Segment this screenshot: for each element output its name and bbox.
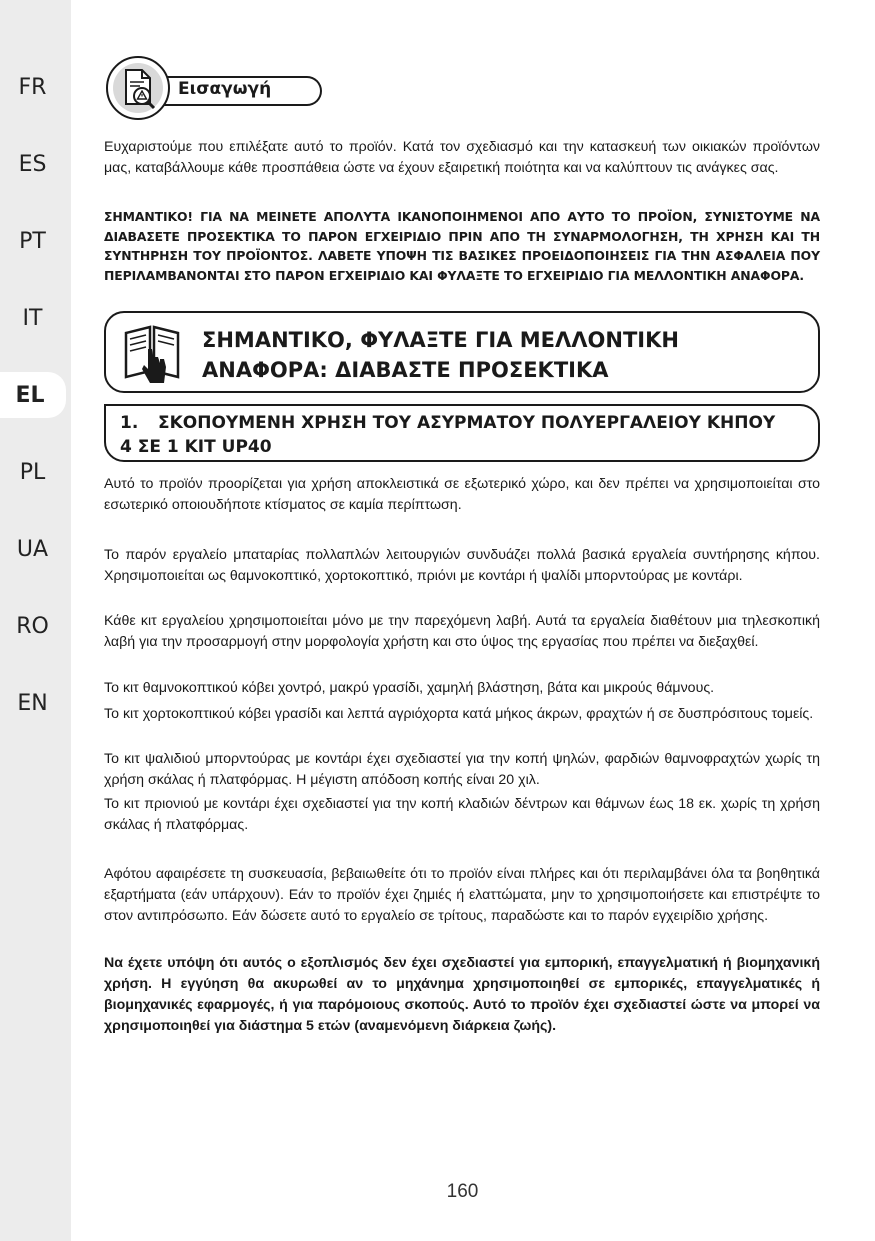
- read-carefully-notice-box: [104, 311, 820, 393]
- page-number: 160: [446, 1181, 479, 1202]
- lang-tab-pl[interactable]: PL: [19, 459, 46, 485]
- lang-tab-en[interactable]: EN: [17, 690, 48, 716]
- notice-text: [202, 325, 679, 385]
- section-1-title-line-1: ΣΚΟΠΟΥΜΕΝΗ ΧΡΗΣΗ ΤΟΥ ΑΣΥΡΜΑΤΟΥ ΠΟΛΥΕΡΓΑΛΕΙΟΥ ΚΗΠΟΥ: [158, 413, 776, 433]
- section-1-paragraph-2: Το παρόν εργαλείο μπαταρίας πολλαπλών λειτουργιών συνδυάζει πολλά βασικά εργαλεία συντήρησης κήπου. Χρησιμοποιείται ως θαμνοκοπτικό, χορτοκοπτικό, πριόνι με κοντάρι ή ψαλίδι μπορντούρας με κοντάρι.: [104, 547, 820, 584]
- important-notice-paragraph: ΣΗΜΑΝΤΙΚΟ! ΓΙΑ ΝΑ ΜΕΙΝΕΤΕ ΑΠΟΛΥΤΑ ΙΚΑΝΟΠΟΙΗΜΕΝΟΙ ΑΠΟ ΑΥΤΟ ΤΟ ΠΡΟΪΟΝ, ΣΥΝΙΣΤΟΥΜΕ ΝΑ ΔΙΑΒΑΣΕΤΕ ΠΡΟΣΕΚΤΙΚΑ ΤΟ ΠΑΡΟΝ ΕΓΧΕΙΡΙΔΙΟ ΠΡΙΝ ΑΠΟ ΤΗ ΣΥΝΑΡΜΟΛΟΓΗΣΗ, ΤΗ ΧΡΗΣΗ ΚΑΙ ΤΗ ΣΥΝΤΗΡΗΣΗ ΤΟΥ ΠΡΟΪΟΝΤΟΣ. ΛΑΒΕΤΕ ΥΠΟΨΗ ΤΙΣ ΒΑΣΙΚΕΣ ΠΡΟΕΙΔΟΠΟΙΗΣΕΙΣ ΓΙΑ ΤΗΝ ΑΣΦΑΛΕΙΑ ΠΟΥ ΠΕΡΙΛΑΜΒΑΝΟΝΤΑΙ ΣΤΟ ΠΑΡΟΝ ΕΓΧΕΙΡΙΔΙΟ ΚΑΙ ΦΥΛΑΞΤΕ ΤΟ ΕΓΧΕΙΡΙΔΙΟ ΓΙΑ ΜΕΛΛΟΝΤΙΚΗ ΑΝΑΦΟΡΑ.: [104, 209, 820, 283]
- lang-tab-ro[interactable]: RO: [16, 613, 49, 639]
- lang-tab-fr[interactable]: FR: [18, 74, 47, 100]
- section-1-paragraph-8: Αφότου αφαιρέσετε τη συσκευασία, βεβαιωθείτε ότι το προϊόν είναι πλήρες και ότι περιλαμβάνει όλα τα βοηθητικά εξαρτήματα (εάν υπάρχουν). Εάν το προϊόν έχει ζημιές ή ελαττώματα, μην το χρησιμοποιήσετε και επιστρέψτε το στον αντιπρόσωπο. Εάν δώσετε αυτό το εργαλείο σε τρίτους, παραδώστε και το παρόν εγχειρίδιο χρήσης.: [104, 866, 820, 924]
- section-1-paragraph-1: Αυτό το προϊόν προορίζεται για χρήση αποκλειστικά σε εξωτερικό χώρο, και δεν πρέπει να χρησιμοποιείται στο εσωτερικό οποιουδήποτε κτίσματος σε καμία περίπτωση.: [104, 476, 820, 513]
- notice-line-2: ΑΝΑΦΟΡΑ: ΔΙΑΒΑΣΤΕ ΠΡΟΣΕΚΤΙΚΑ: [202, 358, 609, 382]
- language-sidebar: [0, 0, 71, 1241]
- book-reading-hand-icon: [120, 319, 184, 387]
- lang-tab-it[interactable]: IT: [22, 305, 43, 331]
- notice-line-1: ΣΗΜΑΝΤΙΚΟ, ΦΥΛΑΞΤΕ ΓΙΑ ΜΕΛΛΟΝΤΙΚΗ: [202, 328, 679, 352]
- intro-paragraph: Ευχαριστούμε που επιλέξατε αυτό το προϊόν. Κατά τον σχεδιασμό και την κατασκευή των οικιακών προϊόντων μας, καταβάλλουμε κάθε προσπάθεια ώστε να έχουν εξαιρετική ποιότητα και να καλύπτουν τις ανάγκες σας.: [104, 139, 820, 176]
- section-1-paragraph-4: Το κιτ θαμνοκοπτικού κόβει χοντρό, μακρύ γρασίδι, χαμηλή βλάστηση, βάτα και μικρούς θάμνους.: [104, 680, 715, 696]
- section-1-paragraph-9: Να έχετε υπόψη ότι αυτός ο εξοπλισμός δεν έχει σχεδιαστεί για εμπορική, επαγγελματική ή βιομηχανική χρήση. Η εγγύηση θα ακυρωθεί αν το μηχάνημα χρησιμοποιηθεί σε εμπορικές, επαγγελματικές ή βιομηχανικές εφαρμογές, ή για παρόμοιους σκοπούς. Αυτό το προϊόν έχει σχεδιαστεί ώστε να μπορεί να χρησιμοποιηθεί για διάστημα 5 ετών (αναμενόμενη διάρκεια ζωής).: [104, 955, 820, 1034]
- section-1-title: [120, 411, 775, 459]
- section-1-number: 1.: [120, 413, 139, 433]
- lang-tab-es[interactable]: ES: [18, 151, 47, 177]
- lang-tab-el[interactable]: EL: [0, 372, 66, 418]
- section-1-paragraph-7: Το κιτ πριονιού με κοντάρι έχει σχεδιαστεί για την κοπή κλαδιών δέντρων και θάμνων έως 18 εκ. χωρίς τη χρήση σκάλας ή πλατφόρμας.: [104, 796, 820, 833]
- document-warning-magnifier-icon: [122, 68, 158, 110]
- intro-heading: [104, 56, 324, 120]
- section-1-title-line-2: 4 ΣΕ 1 KIT UP40: [120, 437, 272, 457]
- section-1-heading-box: [104, 404, 820, 462]
- section-1-paragraph-3: Κάθε κιτ εργαλείου χρησιμοποιείται μόνο με την παρεχόμενη λαβή. Αυτά τα εργαλεία διαθέτουν μια τηλεσκοπική λαβή για την προσαρμογή στην μορφολογία χρήστη και στο ύψος της εργασίας που πρέπει να διεξαχθεί.: [104, 613, 820, 650]
- lang-tab-pt[interactable]: PT: [19, 228, 46, 254]
- intro-heading-text: Εισαγωγή: [178, 79, 272, 99]
- intro-icon-circle: [106, 56, 170, 120]
- section-1-paragraph-6: Το κιτ ψαλιδιού μπορντούρας με κοντάρι έχει σχεδιαστεί για την κοπή ψηλών, φαρδιών θαμνοφραχτών χωρίς τη χρήση σκάλας ή πλατφόρμας. Η μέγιστη απόδοση κοπής είναι 20 χιλ.: [104, 751, 820, 788]
- lang-tab-ua[interactable]: UA: [16, 536, 49, 562]
- section-1-paragraph-5: Το κιτ χορτοκοπτικού κόβει γρασίδι και λεπτά αγριόχορτα κατά μήκος άκρων, φραχτών ή σε δυσπρόσιτους τομείς.: [104, 706, 814, 722]
